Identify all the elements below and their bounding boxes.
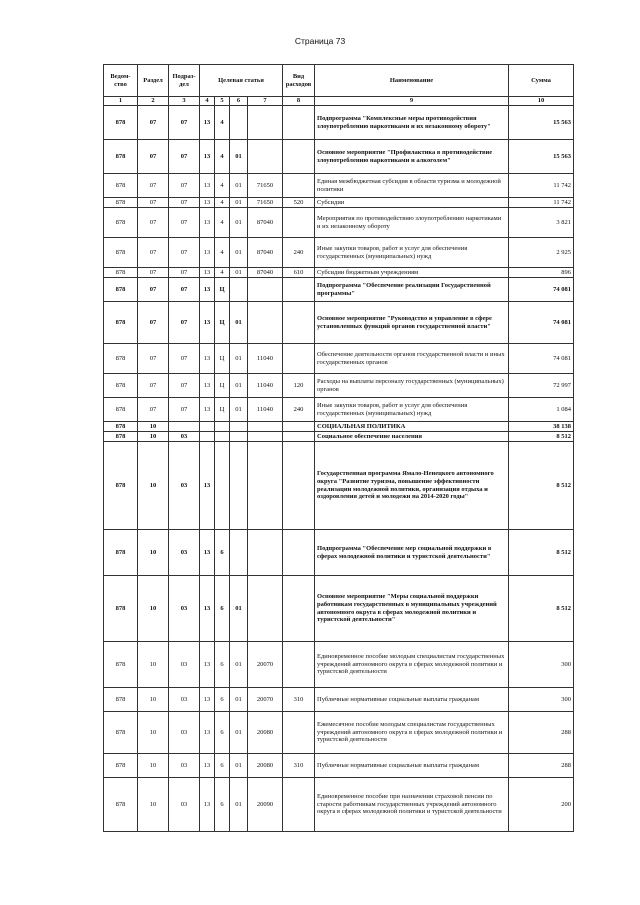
col-number: 2: [138, 97, 169, 106]
col-number: 6: [230, 97, 248, 106]
cell-naimenovanie: Субсидии: [315, 198, 509, 208]
cell-celevaya-1: 13: [200, 530, 215, 576]
cell-celevaya-1: 13: [200, 198, 215, 208]
cell-razdel: 07: [138, 106, 169, 140]
cell-vid-rashodov: [283, 432, 315, 442]
cell-summa: 300: [509, 688, 574, 712]
cell-celevaya-4: 71650: [248, 198, 283, 208]
cell-vid-rashodov: 310: [283, 688, 315, 712]
cell-celevaya-1: 13: [200, 576, 215, 642]
cell-razdel: 10: [138, 422, 169, 432]
cell-vid-rashodov: [283, 530, 315, 576]
cell-celevaya-3: [230, 530, 248, 576]
cell-celevaya-3: 01: [230, 344, 248, 374]
cell-razdel: 10: [138, 688, 169, 712]
cell-razdel: 10: [138, 576, 169, 642]
table-row: [104, 422, 574, 432]
cell-podrazdel: 03: [169, 432, 200, 442]
cell-vedomstvo: 878: [104, 140, 138, 174]
cell-naimenovanie: Субсидии бюджетным учреждениям: [315, 268, 509, 278]
cell-celevaya-2: 6: [215, 642, 230, 688]
cell-razdel: 10: [138, 754, 169, 778]
cell-celevaya-2: Ц: [215, 344, 230, 374]
cell-naimenovanie: Подпрограмма "Обеспечение реализации Государственной программы": [315, 278, 509, 302]
cell-celevaya-3: 01: [230, 688, 248, 712]
cell-vedomstvo: 878: [104, 422, 138, 432]
cell-razdel: 10: [138, 642, 169, 688]
cell-celevaya-2: 4: [215, 238, 230, 268]
cell-podrazdel: 03: [169, 442, 200, 530]
cell-celevaya-2: 4: [215, 208, 230, 238]
cell-celevaya-2: Ц: [215, 302, 230, 344]
table-row: [104, 712, 574, 754]
cell-celevaya-2: [215, 422, 230, 432]
cell-celevaya-4: 87040: [248, 238, 283, 268]
cell-naimenovanie: Иные закупки товаров, работ и услуг для обеспечения государственных (муниципальных) нужд: [315, 238, 509, 268]
cell-vid-rashodov: 240: [283, 398, 315, 422]
cell-summa: 300: [509, 642, 574, 688]
cell-celevaya-3: [230, 432, 248, 442]
cell-naimenovanie: Единовременное пособие молодым специалистам государственных учреждений автономного округа в сферах молодежной политики и туристской деятельности: [315, 642, 509, 688]
cell-celevaya-1: 13: [200, 278, 215, 302]
cell-podrazdel: 07: [169, 278, 200, 302]
cell-naimenovanie: Социальное обеспечение населения: [315, 432, 509, 442]
cell-celevaya-2: 4: [215, 106, 230, 140]
cell-podrazdel: 07: [169, 208, 200, 238]
cell-celevaya-4: 20080: [248, 712, 283, 754]
cell-vid-rashodov: 120: [283, 374, 315, 398]
cell-celevaya-2: 4: [215, 268, 230, 278]
cell-podrazdel: 07: [169, 344, 200, 374]
cell-vid-rashodov: [283, 422, 315, 432]
table-row: [104, 208, 574, 238]
cell-celevaya-1: 13: [200, 778, 215, 832]
cell-vid-rashodov: [283, 174, 315, 198]
cell-naimenovanie: Обеспечение деятельности органов государственной власти и иных государственных органов: [315, 344, 509, 374]
header-row: [104, 65, 574, 97]
cell-vedomstvo: 878: [104, 198, 138, 208]
cell-vid-rashodov: [283, 208, 315, 238]
cell-vedomstvo: 878: [104, 530, 138, 576]
cell-summa: 8 512: [509, 530, 574, 576]
cell-naimenovanie: Единая межбюджетная субсидия в области туризма и молодежной политики: [315, 174, 509, 198]
cell-celevaya-2: 6: [215, 712, 230, 754]
cell-vedomstvo: 878: [104, 642, 138, 688]
cell-celevaya-1: 13: [200, 344, 215, 374]
cell-celevaya-2: 4: [215, 174, 230, 198]
cell-celevaya-4: [248, 442, 283, 530]
cell-razdel: 10: [138, 442, 169, 530]
cell-celevaya-2: 6: [215, 778, 230, 832]
cell-celevaya-3: 01: [230, 208, 248, 238]
cell-celevaya-3: 01: [230, 238, 248, 268]
cell-naimenovanie: Подпрограмма "Комплексные меры противодействия злоупотреблению наркотиками и их незаконному обороту": [315, 106, 509, 140]
header-vedomstvo: Ведом-ство: [104, 65, 138, 97]
cell-vedomstvo: 878: [104, 374, 138, 398]
cell-vid-rashodov: 310: [283, 754, 315, 778]
cell-vid-rashodov: 240: [283, 238, 315, 268]
table-row: [104, 688, 574, 712]
cell-celevaya-3: 01: [230, 198, 248, 208]
cell-celevaya-4: 20090: [248, 778, 283, 832]
header-razdel: Раздел: [138, 65, 169, 97]
cell-celevaya-1: 13: [200, 688, 215, 712]
cell-celevaya-3: 01: [230, 398, 248, 422]
cell-razdel: 07: [138, 238, 169, 268]
cell-celevaya-2: Ц: [215, 398, 230, 422]
cell-podrazdel: 03: [169, 778, 200, 832]
cell-vedomstvo: 878: [104, 106, 138, 140]
cell-celevaya-1: 13: [200, 442, 215, 530]
cell-summa: 74 081: [509, 344, 574, 374]
cell-celevaya-2: [215, 442, 230, 530]
cell-celevaya-1: 13: [200, 712, 215, 754]
cell-celevaya-3: 01: [230, 374, 248, 398]
cell-razdel: 07: [138, 268, 169, 278]
cell-celevaya-2: 4: [215, 140, 230, 174]
cell-summa: 74 081: [509, 302, 574, 344]
table-row: [104, 198, 574, 208]
cell-vid-rashodov: 520: [283, 198, 315, 208]
cell-vid-rashodov: [283, 302, 315, 344]
cell-celevaya-4: 20070: [248, 688, 283, 712]
cell-razdel: 07: [138, 198, 169, 208]
cell-podrazdel: 07: [169, 174, 200, 198]
cell-summa: 1 084: [509, 398, 574, 422]
cell-celevaya-1: 13: [200, 302, 215, 344]
table-row: [104, 302, 574, 344]
cell-vedomstvo: 878: [104, 174, 138, 198]
cell-summa: 288: [509, 712, 574, 754]
cell-vedomstvo: 878: [104, 712, 138, 754]
budget-table: [103, 64, 574, 832]
cell-celevaya-4: [248, 432, 283, 442]
cell-celevaya-4: [248, 140, 283, 174]
cell-naimenovanie: Иные закупки товаров, работ и услуг для обеспечения государственных (муниципальных) нужд: [315, 398, 509, 422]
cell-vedomstvo: 878: [104, 754, 138, 778]
cell-razdel: 10: [138, 712, 169, 754]
col-number: 1: [104, 97, 138, 106]
cell-podrazdel: 07: [169, 302, 200, 344]
cell-vid-rashodov: [283, 712, 315, 754]
cell-celevaya-1: 13: [200, 754, 215, 778]
cell-vedomstvo: 878: [104, 442, 138, 530]
cell-celevaya-4: 87040: [248, 268, 283, 278]
cell-razdel: 07: [138, 302, 169, 344]
cell-celevaya-4: [248, 106, 283, 140]
col-number: 3: [169, 97, 200, 106]
cell-naimenovanie: Расходы на выплаты персоналу государственных (муниципальных) органов: [315, 374, 509, 398]
cell-vedomstvo: 878: [104, 268, 138, 278]
cell-celevaya-4: [248, 422, 283, 432]
table-row: [104, 754, 574, 778]
cell-naimenovanie: Публичные нормативные социальные выплаты гражданам: [315, 688, 509, 712]
cell-celevaya-3: [230, 442, 248, 530]
cell-celevaya-3: 01: [230, 302, 248, 344]
cell-celevaya-3: 01: [230, 268, 248, 278]
cell-vedomstvo: 878: [104, 344, 138, 374]
col-number: 8: [283, 97, 315, 106]
table-row: [104, 778, 574, 832]
col-number: 5: [215, 97, 230, 106]
cell-summa: 38 138: [509, 422, 574, 432]
cell-vid-rashodov: [283, 344, 315, 374]
cell-celevaya-3: 01: [230, 576, 248, 642]
cell-vid-rashodov: [283, 140, 315, 174]
cell-podrazdel: 03: [169, 642, 200, 688]
cell-vid-rashodov: [283, 576, 315, 642]
table-row: [104, 174, 574, 198]
header-vid-rashodov: Вид расходов: [283, 65, 315, 97]
page-title: Страница 73: [294, 36, 346, 46]
cell-razdel: 07: [138, 140, 169, 174]
col-number: 9: [315, 97, 509, 106]
cell-celevaya-1: 13: [200, 398, 215, 422]
cell-celevaya-3: 01: [230, 778, 248, 832]
cell-podrazdel: 03: [169, 712, 200, 754]
cell-celevaya-3: 01: [230, 140, 248, 174]
table-row: [104, 442, 574, 530]
cell-celevaya-4: 20080: [248, 754, 283, 778]
cell-summa: 896: [509, 268, 574, 278]
table-row: [104, 576, 574, 642]
cell-celevaya-2: 6: [215, 530, 230, 576]
cell-celevaya-1: 13: [200, 642, 215, 688]
cell-podrazdel: [169, 422, 200, 432]
cell-podrazdel: 07: [169, 140, 200, 174]
cell-summa: 15 563: [509, 140, 574, 174]
cell-vid-rashodov: [283, 278, 315, 302]
cell-razdel: 07: [138, 278, 169, 302]
table-row: [104, 238, 574, 268]
col-number: 7: [248, 97, 283, 106]
table-row: [104, 530, 574, 576]
cell-vid-rashodov: [283, 106, 315, 140]
cell-naimenovanie: Единовременное пособие при назначении страховой пенсии по старости работникам государственных учреждений автономного округа в сферах молодежной политики и туристской деятельности: [315, 778, 509, 832]
cell-celevaya-4: [248, 302, 283, 344]
header-naimenovanie: Наименование: [315, 65, 509, 97]
cell-summa: 11 742: [509, 174, 574, 198]
cell-celevaya-1: 13: [200, 238, 215, 268]
header-summa: Сумма: [509, 65, 574, 97]
cell-celevaya-2: 6: [215, 576, 230, 642]
cell-razdel: 07: [138, 374, 169, 398]
cell-celevaya-2: [215, 432, 230, 442]
cell-podrazdel: 03: [169, 576, 200, 642]
table-row: [104, 278, 574, 302]
cell-razdel: 07: [138, 174, 169, 198]
cell-summa: 2 925: [509, 238, 574, 268]
cell-podrazdel: 03: [169, 754, 200, 778]
table-row: [104, 344, 574, 374]
cell-vid-rashodov: [283, 442, 315, 530]
cell-summa: 200: [509, 778, 574, 832]
cell-celevaya-3: [230, 422, 248, 432]
cell-summa: 8 512: [509, 576, 574, 642]
cell-celevaya-4: 71650: [248, 174, 283, 198]
cell-razdel: 10: [138, 432, 169, 442]
cell-podrazdel: 07: [169, 198, 200, 208]
cell-podrazdel: 07: [169, 398, 200, 422]
cell-summa: 288: [509, 754, 574, 778]
table-row: [104, 642, 574, 688]
cell-celevaya-3: 01: [230, 754, 248, 778]
cell-celevaya-1: 13: [200, 268, 215, 278]
cell-celevaya-4: [248, 530, 283, 576]
cell-celevaya-4: [248, 278, 283, 302]
cell-vid-rashodov: 610: [283, 268, 315, 278]
cell-celevaya-2: Ц: [215, 278, 230, 302]
cell-vedomstvo: 878: [104, 778, 138, 832]
cell-summa: 11 742: [509, 198, 574, 208]
cell-naimenovanie: Основное мероприятие "Меры социальной поддержки работникам государственных в муниципальных учреждений автономного округа в сферах молодежной политики и туристской деятельности": [315, 576, 509, 642]
col-number: 4: [200, 97, 215, 106]
cell-vid-rashodov: [283, 642, 315, 688]
cell-naimenovanie: СОЦИАЛЬНАЯ ПОЛИТИКА: [315, 422, 509, 432]
cell-razdel: 07: [138, 398, 169, 422]
cell-vedomstvo: 878: [104, 208, 138, 238]
cell-summa: 15 563: [509, 106, 574, 140]
cell-vedomstvo: 878: [104, 398, 138, 422]
cell-razdel: 07: [138, 344, 169, 374]
cell-celevaya-3: [230, 106, 248, 140]
cell-celevaya-4: 11040: [248, 398, 283, 422]
cell-celevaya-1: 13: [200, 140, 215, 174]
column-number-row: [104, 97, 574, 106]
header-podrazdel: Подраз-дел: [169, 65, 200, 97]
cell-podrazdel: 07: [169, 106, 200, 140]
cell-vedomstvo: 878: [104, 238, 138, 268]
cell-vid-rashodov: [283, 778, 315, 832]
cell-vedomstvo: 878: [104, 576, 138, 642]
cell-razdel: 10: [138, 530, 169, 576]
cell-naimenovanie: Подпрограмма "Обеспечение мер социальной поддержки в сферах молодежной политики и туристской деятельности": [315, 530, 509, 576]
cell-celevaya-3: 01: [230, 174, 248, 198]
cell-celevaya-1: [200, 422, 215, 432]
header-celevaya-statya: Целевая статья: [200, 65, 283, 97]
cell-podrazdel: 03: [169, 688, 200, 712]
cell-naimenovanie: Публичные нормативные социальные выплаты гражданам: [315, 754, 509, 778]
cell-celevaya-3: [230, 278, 248, 302]
cell-summa: 72 997: [509, 374, 574, 398]
cell-summa: 74 081: [509, 278, 574, 302]
cell-celevaya-2: Ц: [215, 374, 230, 398]
cell-celevaya-4: 11040: [248, 374, 283, 398]
cell-summa: 8 512: [509, 442, 574, 530]
cell-celevaya-3: 01: [230, 642, 248, 688]
cell-celevaya-4: [248, 576, 283, 642]
cell-celevaya-4: 11040: [248, 344, 283, 374]
cell-vedomstvo: 878: [104, 432, 138, 442]
cell-podrazdel: 07: [169, 238, 200, 268]
cell-summa: 3 821: [509, 208, 574, 238]
cell-podrazdel: 03: [169, 530, 200, 576]
cell-celevaya-2: 6: [215, 688, 230, 712]
table-row: [104, 140, 574, 174]
table-row: [104, 398, 574, 422]
cell-celevaya-2: 4: [215, 198, 230, 208]
cell-naimenovanie: Ежемесячное пособие молодым специалистам государственных учреждений автономного округа в сферах молодежной политики и туристской деятельности: [315, 712, 509, 754]
cell-vedomstvo: 878: [104, 278, 138, 302]
cell-celevaya-1: 13: [200, 374, 215, 398]
cell-summa: 8 512: [509, 432, 574, 442]
col-number: 10: [509, 97, 574, 106]
cell-celevaya-1: 13: [200, 174, 215, 198]
cell-naimenovanie: Основное мероприятие "Руководство и управление в сфере установленных функций органов государственной власти": [315, 302, 509, 344]
cell-celevaya-4: 20070: [248, 642, 283, 688]
cell-razdel: 10: [138, 778, 169, 832]
cell-celevaya-4: 87040: [248, 208, 283, 238]
cell-podrazdel: 07: [169, 374, 200, 398]
cell-celevaya-1: [200, 432, 215, 442]
cell-naimenovanie: Государственная программа Ямало-Ненецкого автономного округа "Развитие туризма, повышение эффективности реализации молодежной политики, организация отдыха и оздоровления детей и молодежи на 2014-2020 годы": [315, 442, 509, 530]
cell-razdel: 07: [138, 208, 169, 238]
table-row: [104, 106, 574, 140]
cell-celevaya-1: 13: [200, 208, 215, 238]
table-row: [104, 268, 574, 278]
cell-podrazdel: 07: [169, 268, 200, 278]
table-row: [104, 374, 574, 398]
cell-naimenovanie: Основное мероприятие "Профилактика в противодействие злоупотреблению наркотиками и алкоголем": [315, 140, 509, 174]
cell-celevaya-1: 13: [200, 106, 215, 140]
cell-celevaya-2: 6: [215, 754, 230, 778]
cell-vedomstvo: 878: [104, 688, 138, 712]
cell-celevaya-3: 01: [230, 712, 248, 754]
cell-vedomstvo: 878: [104, 302, 138, 344]
table-row: [104, 432, 574, 442]
cell-naimenovanie: Мероприятия по противодействию злоупотреблению наркотиками и их незаконному обороту: [315, 208, 509, 238]
